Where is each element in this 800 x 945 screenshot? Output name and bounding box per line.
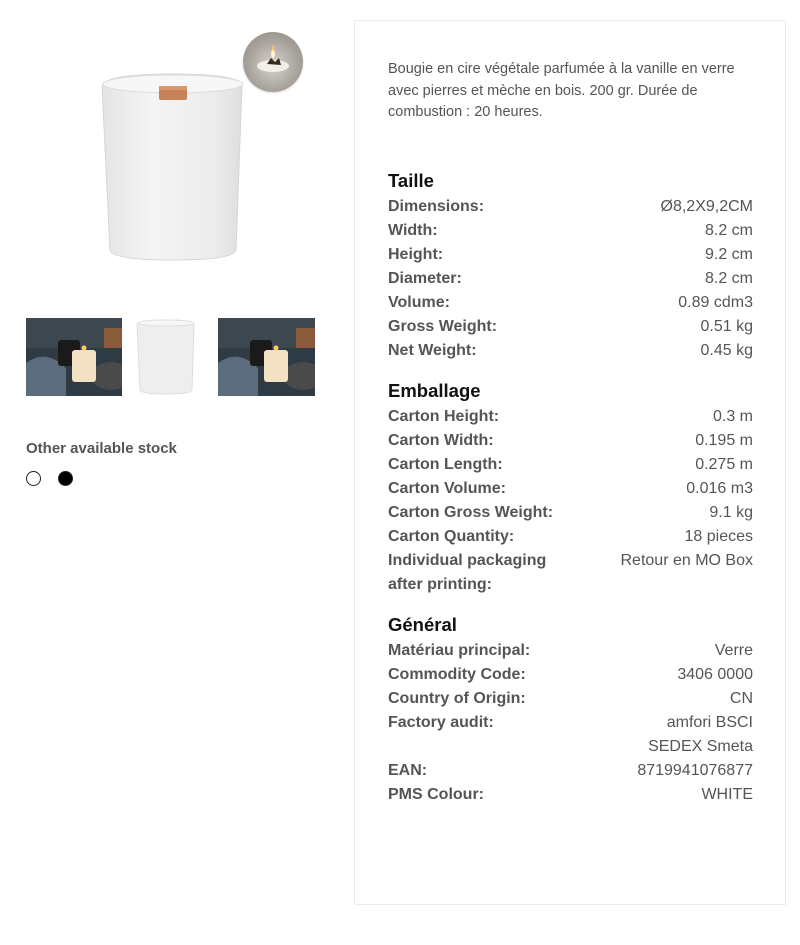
- spec-label: Volume:: [388, 294, 450, 311]
- spec-value: 0.89 cdm3: [678, 294, 753, 311]
- color-swatch-black[interactable]: [58, 471, 73, 486]
- spec-value: Verre: [714, 642, 753, 659]
- spec-value: 0.51 kg: [700, 318, 753, 335]
- spec-value: 18 pieces: [684, 528, 753, 545]
- spec-label: Carton Length:: [388, 456, 503, 473]
- spec-label: Country of Origin:: [388, 690, 526, 707]
- spec-value: 0.195 m: [695, 432, 753, 449]
- spec-label: Individual packaging after printing:: [388, 552, 547, 593]
- spec-label: Factory audit:: [388, 714, 494, 731]
- thumbnail-2[interactable]: [122, 318, 219, 396]
- section-title-general: Général: [388, 614, 457, 635]
- spec-label: PMS Colour:: [388, 786, 484, 803]
- spec-value: SEDEX Smeta: [648, 738, 753, 755]
- spec-value: 0.016 m3: [686, 480, 753, 497]
- spec-label: Carton Volume:: [388, 480, 506, 497]
- spec-label: Width:: [388, 222, 438, 239]
- spec-label: Gross Weight:: [388, 318, 498, 335]
- spec-label: Commodity Code:: [388, 666, 526, 683]
- spec-value: CN: [729, 690, 753, 707]
- spec-value: 9.2 cm: [704, 246, 753, 263]
- color-swatch-white[interactable]: [26, 471, 41, 486]
- thumbnail-1[interactable]: [26, 318, 123, 396]
- spec-value: 8719941076877: [637, 762, 753, 779]
- spec-label: Carton Gross Weight:: [388, 504, 554, 521]
- spec-value: 0.275 m: [695, 456, 753, 473]
- spec-value: 0.3 m: [712, 408, 753, 425]
- spec-value: Retour en MO Box: [620, 552, 753, 569]
- spec-value: 9.1 kg: [709, 504, 753, 521]
- flame-zoom-thumbnail[interactable]: [243, 32, 303, 92]
- spec-value: WHITE: [701, 786, 753, 803]
- spec-label: Carton Width:: [388, 432, 494, 449]
- main-product-image: [96, 64, 250, 264]
- spec-label: Dimensions:: [388, 198, 485, 215]
- section-title-taille: Taille: [388, 170, 434, 191]
- spec-label: Matériau principal:: [388, 642, 531, 659]
- other-stock-label: Other available stock: [26, 440, 177, 457]
- spec-value: 8.2 cm: [704, 270, 753, 287]
- spec-value: amfori BSCI: [666, 714, 753, 731]
- spec-label: Diameter:: [388, 270, 462, 287]
- spec-label: Net Weight:: [388, 342, 477, 359]
- spec-label: Carton Height:: [388, 408, 500, 425]
- spec-value: 0.45 kg: [700, 342, 753, 359]
- section-title-emballage: Emballage: [388, 380, 481, 401]
- thumbnail-3[interactable]: [218, 318, 315, 396]
- spec-label: Carton Quantity:: [388, 528, 515, 545]
- product-details-panel: [354, 20, 786, 905]
- spec-value: 3406 0000: [677, 666, 753, 683]
- spec-value: 8.2 cm: [704, 222, 753, 239]
- product-description: Bougie en cire végétale parfumée à la vanille en verre avec pierres et mèche en bois. 200 gr. Durée de combustion : 20 heures.: [388, 61, 735, 120]
- spec-label: Height:: [388, 246, 444, 263]
- spec-value: Ø8,2X9,2CM: [660, 198, 753, 215]
- spec-label: EAN:: [388, 762, 428, 779]
